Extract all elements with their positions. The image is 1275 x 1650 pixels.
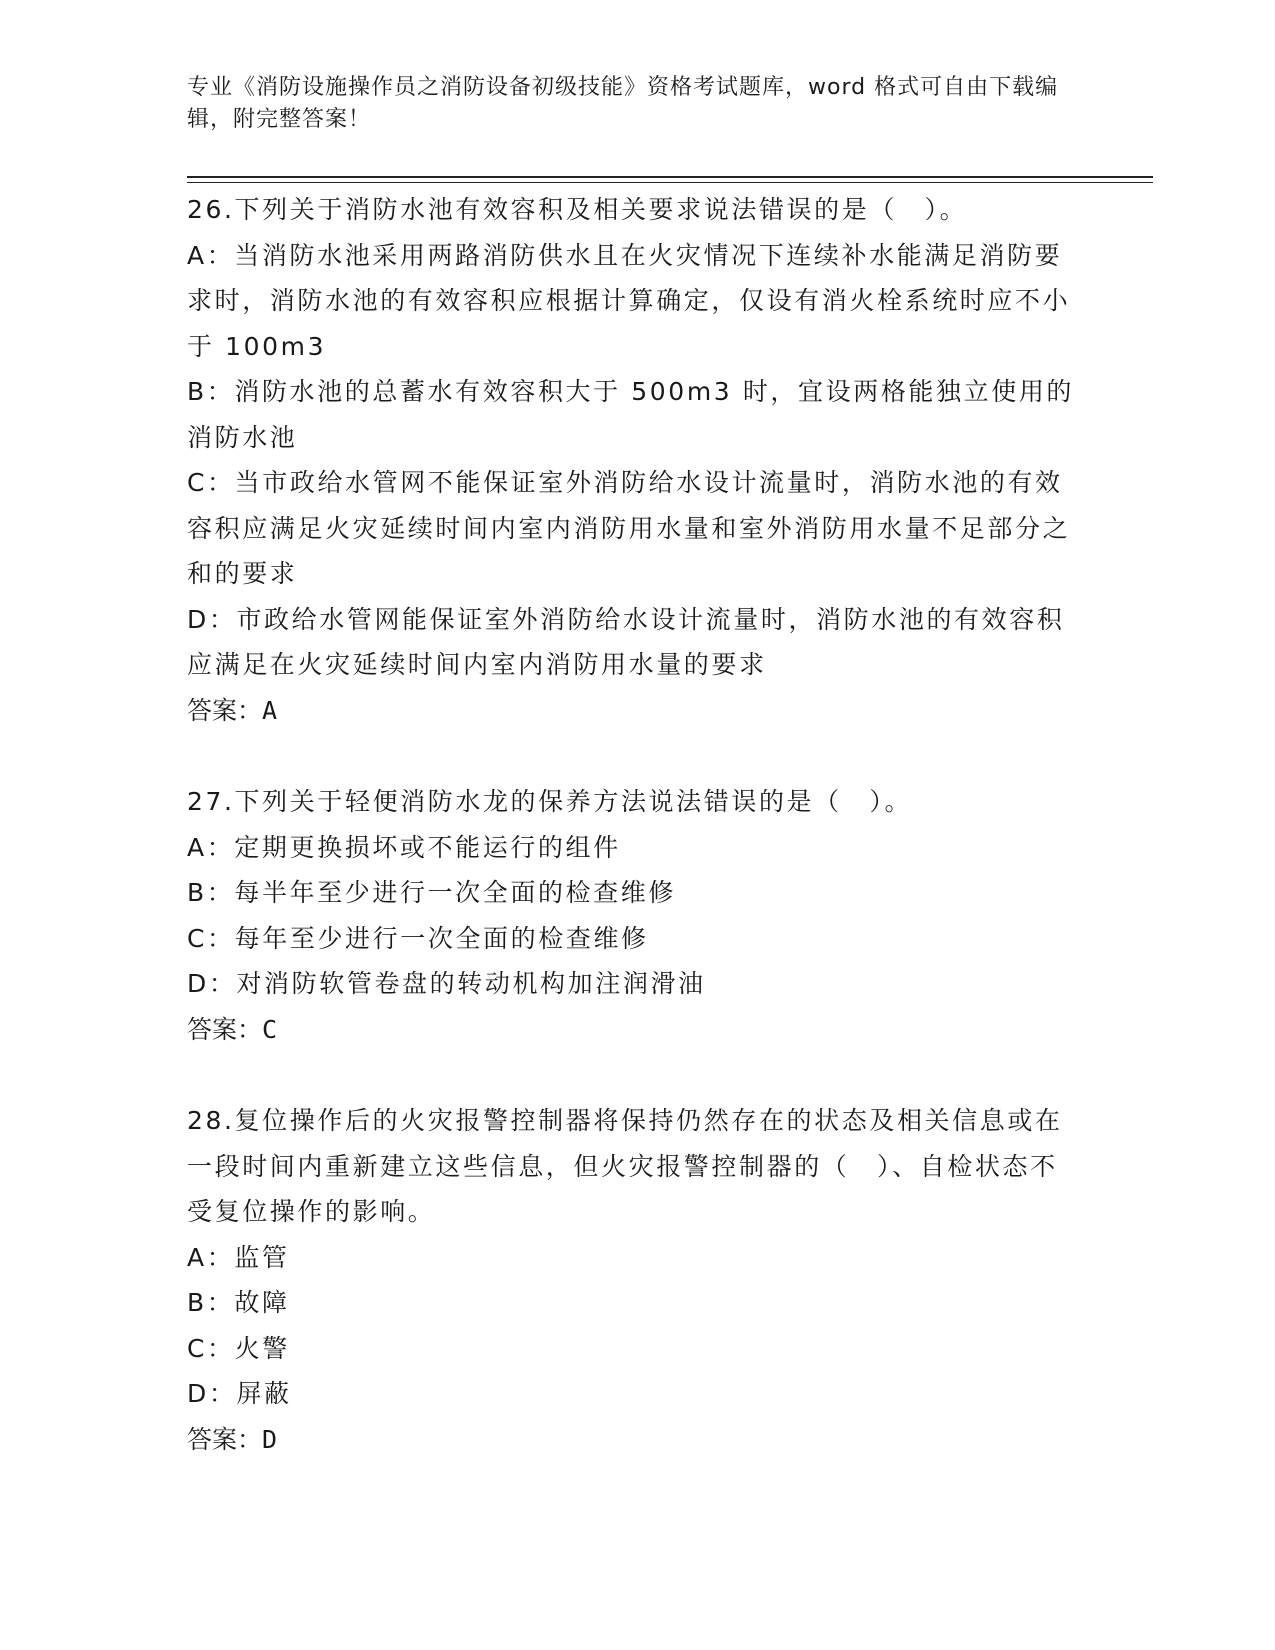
question-stem: 27.下列关于轻便消防水龙的保养方法说法错误的是（ ）。 xyxy=(187,787,913,816)
answer: 答案：A xyxy=(187,695,278,725)
question-28 xyxy=(187,1098,1077,1462)
option-b: B：消防水池的总蓄水有效容积大于 500m3 时，宜设两格能独立使用的消防水池 xyxy=(187,377,1075,452)
question-stem: 26.下列关于消防水池有效容积及相关要求说法错误的是（ ）。 xyxy=(187,195,968,224)
question-27 xyxy=(187,779,1077,1052)
option-c: C：每年至少进行一次全面的检查维修 xyxy=(187,923,649,953)
option-a: A：定期更换损坏或不能运行的组件 xyxy=(187,832,621,862)
option-c: C：火警 xyxy=(187,1333,290,1363)
option-a: A：监管 xyxy=(187,1242,290,1272)
option-a: A：当消防水池采用两路消防供水且在火灾情况下连续补水能满足消防要求时，消防水池的有效容积应根据计算确定，仅设有消火栓系统时应不小于 100m3 xyxy=(187,240,1071,361)
document-header: 专业《消防设施操作员之消防设备初级技能》资格考试题库，word 格式可自由下载编辑，附完整答案！ xyxy=(187,75,1059,132)
option-d: D：市政给水管网能保证室外消防给水设计流量时，消防水池的有效容积应满足在火灾延续时间内室内消防用水量的要求 xyxy=(187,604,1065,679)
option-b: B：故障 xyxy=(187,1288,290,1317)
question-26 xyxy=(187,187,1077,733)
option-d: D：屏蔽 xyxy=(187,1379,292,1408)
answer: 答案：D xyxy=(187,1424,278,1454)
option-b: B：每半年至少进行一次全面的检查维修 xyxy=(187,878,676,907)
answer: 答案：C xyxy=(187,1014,278,1044)
option-c: C：当市政给水管网不能保证室外消防给水设计流量时，消防水池的有效容积应满足火灾延续时间内室内消防用水量和室外消防用水量不足部分之和的要求 xyxy=(187,468,1071,588)
question-stem: 28.复位操作后的火灾报警控制器将保持仍然存在的状态及相关信息或在一段时间内重新建立这些信息，但火灾报警控制器的（ ）、自检状态不受复位操作的影响。 xyxy=(187,1106,1063,1226)
header-divider-thick xyxy=(187,176,1153,178)
option-d: D：对消防软管卷盘的转动机构加注润滑油 xyxy=(187,969,706,998)
header-divider-thin xyxy=(187,182,1153,183)
